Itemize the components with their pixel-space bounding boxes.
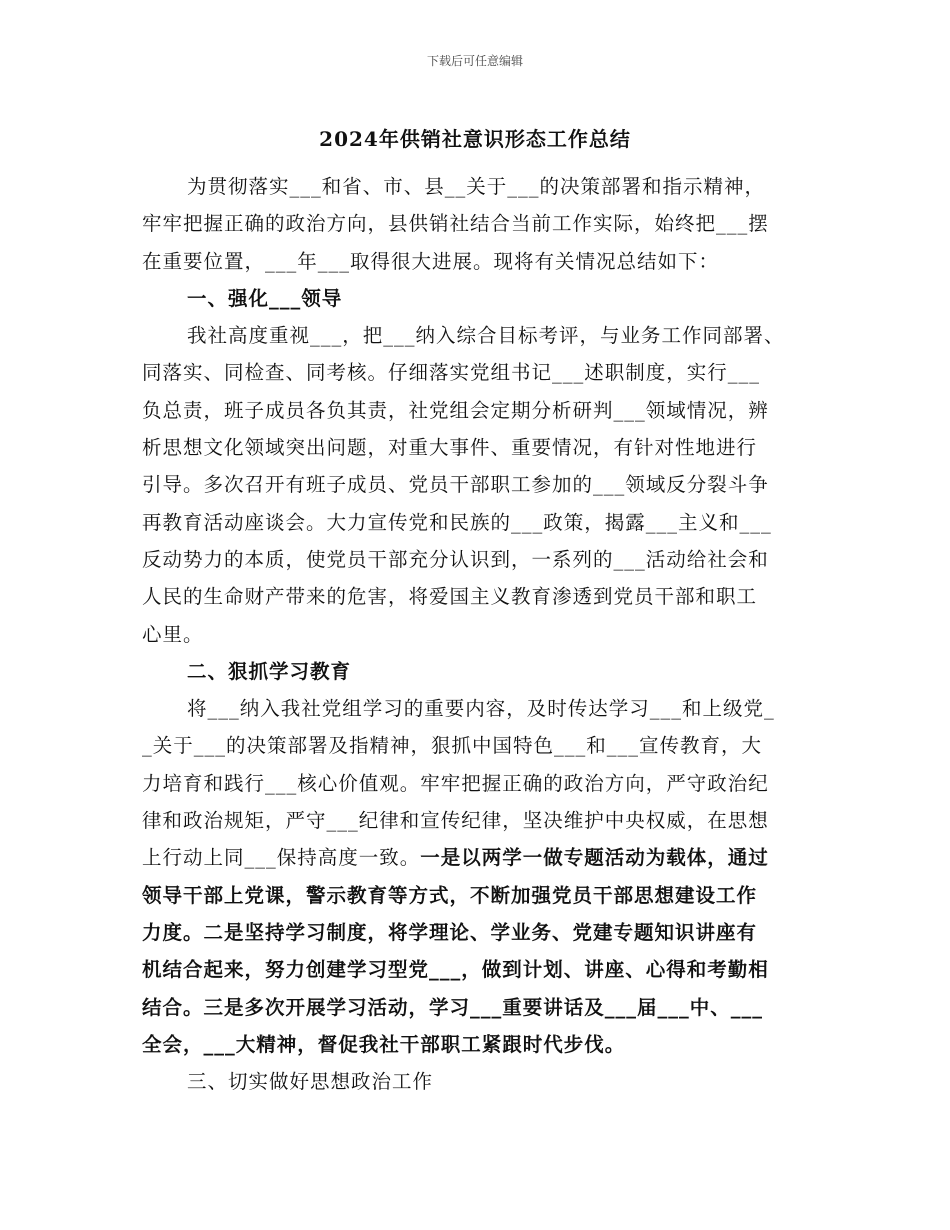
- paragraph-line-mixed: [142, 839, 822, 876]
- document-body: [142, 168, 822, 1100]
- bold-paragraph-line: 领导干部上党课，警示教育等方式，不断加强党员干部思想建设工作: [142, 883, 758, 907]
- paragraph-line: 负总责，班子成员各负其责，社党组会定期分析研判___领域情况，辨: [142, 398, 769, 422]
- bold-text: 一是以两学一做专题活动为载体，通过: [420, 846, 769, 870]
- intro-line: 牢牢把握正确的政治方向，县供销社结合当前工作实际，始终把___摆: [142, 212, 769, 236]
- bold-paragraph-line: 机结合起来，努力创建学习型党___，做到计划、讲座、心得和考勤相: [142, 958, 769, 982]
- paragraph-line: 将___纳入我社党组学习的重要内容，及时传达学习___和上级党_: [187, 697, 775, 721]
- paragraph-line: 再教育活动座谈会。大力宣传党和民族的___政策，揭露___主义和___: [142, 510, 772, 534]
- paragraph-line: 反动势力的本质，使党员干部充分认识到，一系列的___活动给社会和: [142, 547, 769, 571]
- paragraph-line: 析思想文化领域突出问题，对重大事件、重要情况，有针对性地进行: [142, 436, 758, 460]
- intro-line: 在重要位置，___年___取得很大进展。现将有关情况总结如下：: [142, 249, 720, 273]
- bold-paragraph-line: 结合。三是多次开展学习活动，学习___重要讲话及___届___中、___: [142, 995, 764, 1019]
- paragraph-line: 心里。: [142, 622, 204, 646]
- section-heading-2: 二、狠抓学习教育: [187, 659, 352, 683]
- normal-text: 上行动上同___保持高度一致。: [142, 846, 421, 870]
- intro-line: 为贯彻落实___和省、市、县__关于___的决策部署和指示精神，: [187, 175, 766, 198]
- section-heading-1: 一、强化___领导: [187, 286, 343, 310]
- paragraph-line: 我社高度重视___，把___纳入综合目标考评，与业务工作同部署、: [187, 324, 785, 348]
- bold-paragraph-line: 力度。二是坚持学习制度，将学理论、学业务、党建专题知识讲座有: [142, 920, 758, 944]
- document-title: 2024年供销社意识形态工作总结: [319, 127, 631, 151]
- page-header: 下载后可任意编辑: [426, 54, 523, 68]
- paragraph-line: 同落实、同检查、同考核。仔细落实党组书记___述职制度，实行___: [142, 361, 761, 385]
- paragraph-line: 引导。多次召开有班子成员、党员干部职工参加的___领域反分裂斗争: [142, 473, 769, 497]
- paragraph-line: 人民的生命财产带来的危害，将爱国主义教育渗透到党员干部和职工: [142, 585, 758, 609]
- paragraph-line: 律和政治规矩，严守___纪律和宣传纪律，坚决维护中央权威，在思想: [142, 809, 769, 833]
- section-heading-3: 三、切实做好思想政治工作: [187, 1070, 434, 1094]
- paragraph-line: 力培育和践行___核心价值观。牢牢把握正确的政治方向，严守政治纪: [142, 771, 769, 795]
- bold-paragraph-line: 全会，___大精神，督促我社干部职工紧跟时代步伐。: [142, 1032, 626, 1056]
- paragraph-line: _关于___的决策部署及指精神，狠抓中国特色___和___宣传教育，大: [142, 734, 763, 758]
